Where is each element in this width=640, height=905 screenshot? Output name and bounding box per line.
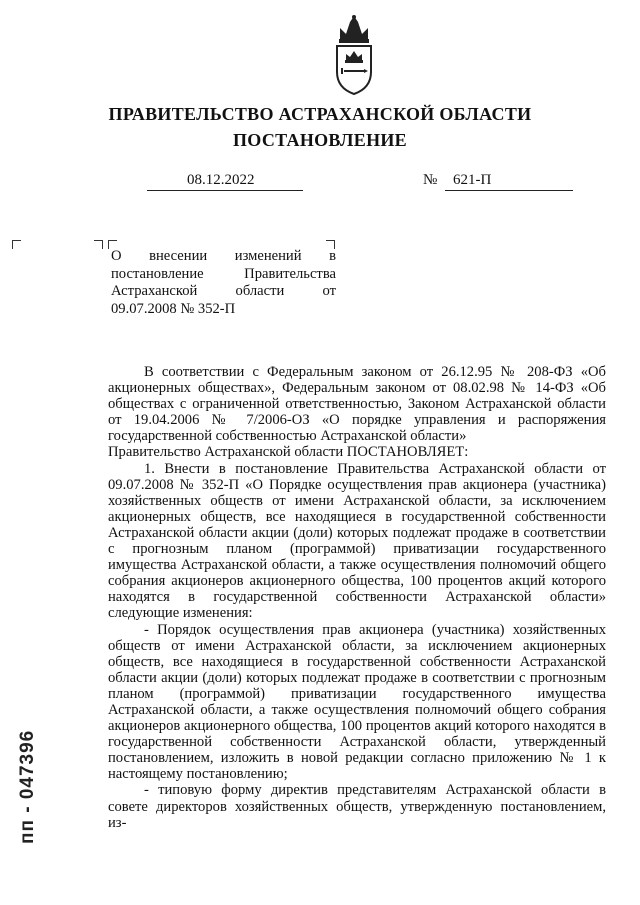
document-body [108,364,606,831]
document-type-title: ПОСТАНОВЛЕНИЕ [233,130,407,150]
document-number: 621-П [453,172,492,188]
corner-mark-left [12,240,21,249]
body-paragraph-item-1: 1. Внести в постановление Правительства Астраханской области от 09.07.2008 № 352-П «О Порядке осуществления прав акционера (участника) хозяйственных обществ от имени Астраханской области, за исключением акционерных обществ, все находящиеся в государственной собственности Астраханской области акции (доли) которых подлежат продаже в соответствии с прогнозным планом (программой) приватизации государственного имущества Астраханской области, а также осуществления полномочий общего собрания акционеров акционерного общества, 100 процентов акций которого находятся в государственной собственности Астраханской области» следующие изменения: [108,460,606,622]
coat-of-arms-emblem [330,14,378,96]
body-paragraph-change-2: - типовую форму директив представителям Астраханской области в совете директоров хозяйственных обществ, утвержденную постановлением, из- [108,782,606,831]
registration-stamp: пп - 047396 [17,729,38,844]
body-paragraph-preamble: В соответствии с Федеральным законом от 26.12.95 № 208-ФЗ «Об акционерных обществах», Федеральным законом от 08.02.98 № 14-ФЗ «Об обществах с ограниченной ответственностью, Законом Астраханской области от 19.04.2006 № 7/2006-ОЗ «О порядке управления и распоряжения государственной собственностью Астраханской области» [108,364,606,445]
body-paragraph-change-1: - Порядок осуществления прав акционера (участника) хозяйственных обществ от имени Астраханской области, за исключением акционерных обществ, все находящиеся в государственной собственности Астраханской области акции (доли) которых подлежат продаже в соответствии с прогнозным планом (программой) приватизации государственного имущества Астраханской области, а также осуществления полномочий общего собрания акционеров акционерного общества, 100 процентов акций которого находятся в государственной собственности Астраханской области, утвержденный постановлением, изложить в новой редакции согласно приложению № 1 к настоящему постановлению; [108,621,606,783]
number-label: № [423,172,438,188]
corner-mark-mid-a [94,240,103,249]
government-title: ПРАВИТЕЛЬСТВО АСТРАХАНСКОЙ ОБЛАСТИ [108,104,532,124]
document-date: 08.12.2022 [187,172,255,188]
document-subject: О внесении изменений в постановление Правительства Астраханской области от 09.07.2008 № 352-П [111,248,336,317]
body-paragraph-resolves: Правительство Астраханской области ПОСТАНОВЛЯЕТ: [108,444,469,461]
